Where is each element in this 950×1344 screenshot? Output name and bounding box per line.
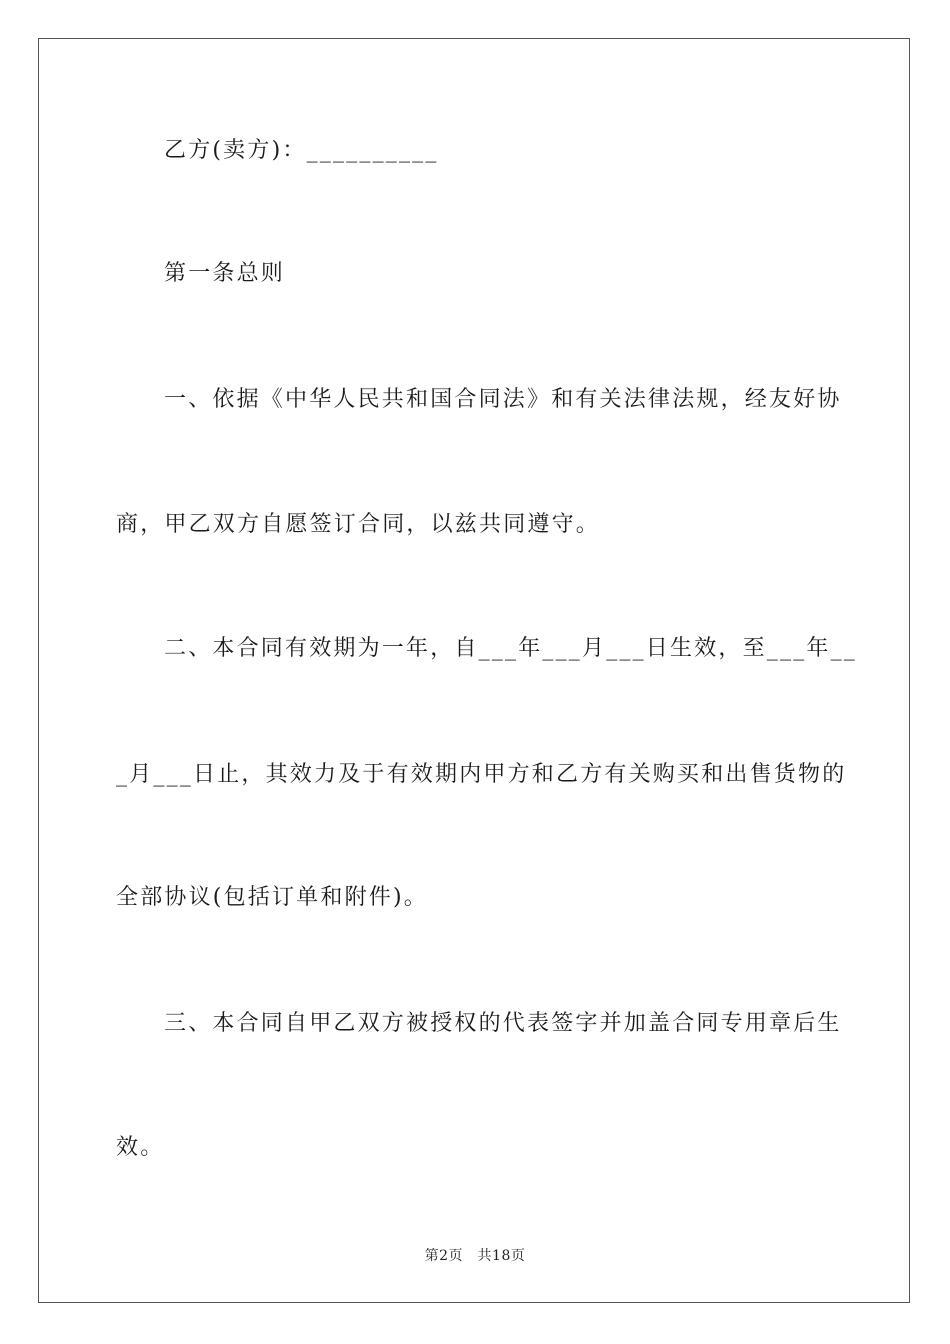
clause-two-line-1: 二、本合同有效期为一年，自___年___月___日生效，至___年__ (164, 636, 858, 661)
page-border (38, 38, 910, 1303)
clause-one-line-1: 一、依据《中华人民共和国合同法》和有关法律法规，经友好协 (164, 387, 842, 412)
page-number-footer: 第2页 共18页 (424, 1248, 526, 1264)
clause-three-line-2: 效。 (116, 1135, 165, 1160)
clause-two-line-2: _月___日止，其效力及于有效期内甲方和乙方有关购买和出售货物的 (116, 762, 847, 787)
party-b-seller-line: 乙方(卖方)：__________ (164, 138, 439, 163)
clause-one-line-2: 商，甲乙双方自愿签订合同，以兹共同遵守。 (116, 512, 601, 537)
clause-two-line-3: 全部协议(包括订单和附件)。 (116, 885, 428, 910)
article-one-heading: 第一条总则 (164, 261, 286, 286)
clause-three-line-1: 三、本合同自甲乙双方被授权的代表签字并加盖合同专用章后生 (164, 1011, 842, 1036)
